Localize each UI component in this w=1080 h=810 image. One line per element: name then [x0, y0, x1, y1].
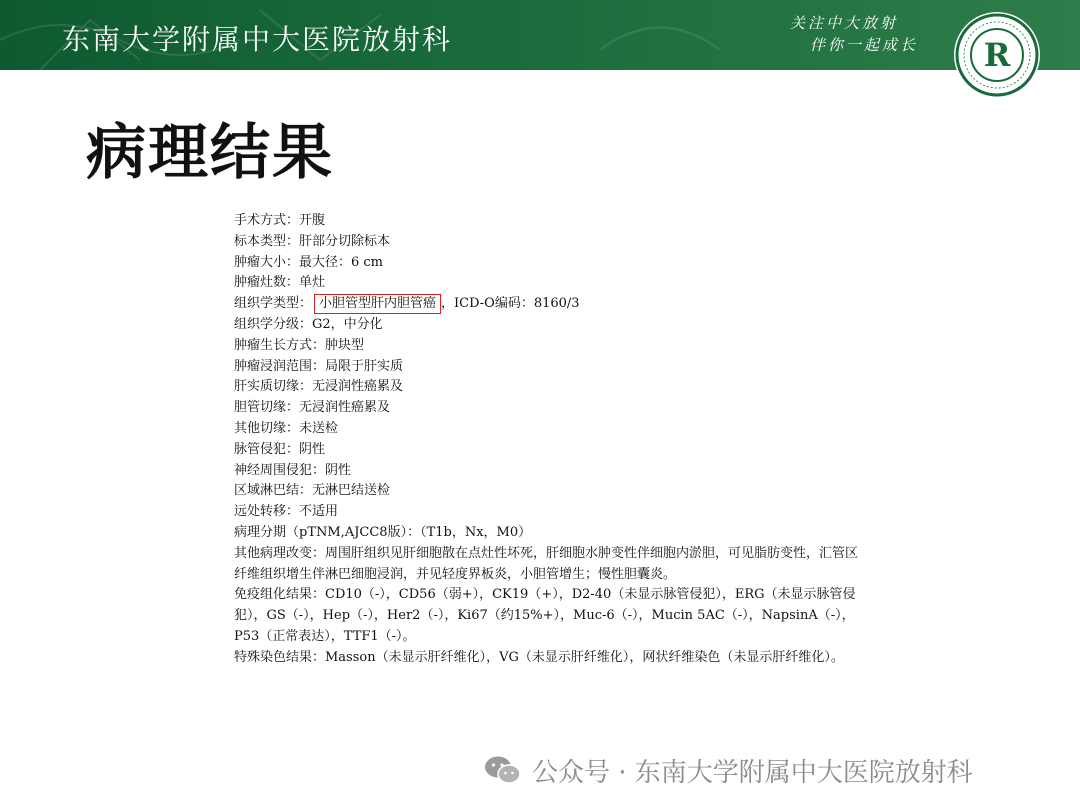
other-pathology-changes: 其他病理改变：周围肝组织见肝细胞散在点灶性坏死，肝细胞水肿变性伴细胞内淤胆，可见脂肪变性，汇管区纤维组织增生伴淋巴细胞浸润，并见轻度界板炎，小胆管增生；慢性胆囊炎。: [234, 545, 859, 582]
report-line: 肿瘤大小：最大径：6 cm: [234, 254, 384, 270]
report-line: 组织学分级：G2，中分化: [234, 316, 383, 332]
header-banner: [0, 0, 1080, 70]
report-line: 肿瘤生长方式：肿块型: [234, 337, 365, 353]
svg-text:R: R: [983, 36, 1011, 74]
histology-line: [234, 294, 874, 315]
report-line: 其他切缘：未送检: [234, 420, 339, 436]
report-line: 神经周围侵犯：阴性: [234, 462, 352, 478]
report-line: 脉管侵犯：阴性: [234, 441, 326, 457]
histology-code: ，ICD-O编码：8160/3: [441, 296, 580, 312]
report-line: 标本类型：肝部分切除标本: [234, 233, 391, 249]
pathology-report: [234, 211, 874, 669]
report-line: 肿瘤灶数：单灶: [234, 275, 326, 291]
report-line: 肝实质切缘：无浸润性癌累及: [234, 379, 404, 395]
hospital-name: 东南大学附属中大医院放射科: [62, 23, 453, 56]
hospital-logo-icon: [952, 10, 1042, 100]
slogan-line-2: 伴你一起成长: [810, 36, 919, 54]
slogan: [790, 12, 930, 56]
special-stain-results: 特殊染色结果：Masson（未显示肝纤维化），VG（未显示肝纤维化），网状纤维染色（未显示肝纤维化）。: [234, 649, 844, 665]
wechat-icon: [484, 755, 522, 785]
footer-watermark: [484, 750, 973, 790]
report-line: 手术方式：开腹: [234, 213, 326, 228]
histology-highlight-box: 小胆管型肝内胆管癌: [314, 294, 441, 314]
report-line: 远处转移：不适用: [234, 504, 339, 520]
footer-text: 公众号 · 东南大学附属中大医院放射科: [532, 757, 973, 788]
report-line: 胆管切缘：无浸润性癌累及: [234, 400, 391, 416]
histology-label: 组织学类型：: [234, 296, 313, 312]
immunohistochemistry-results: 免疫组化结果：CD10（-），CD56（弱+），CK19（+），D2-40（未显示脉管侵犯），ERG（未显示脉管侵犯），GS（-），Hep（-），Her2（-），Ki67（约15%+），Muc-6（-），Mucin 5AC（-），NapsinA（-），P53（正常表达），TTF1（-）。: [234, 587, 856, 644]
report-line: 肿瘤浸润范围：局限于肝实质: [234, 358, 404, 374]
report-line: 病理分期（pTNM,AJCC8版）：（T1b，Nx，M0）: [234, 524, 532, 540]
report-line: 区域淋巴结：无淋巴结送检: [234, 483, 391, 499]
slogan-line-1: 关注中大放射: [790, 14, 899, 32]
page-title: 病理结果: [86, 118, 334, 188]
